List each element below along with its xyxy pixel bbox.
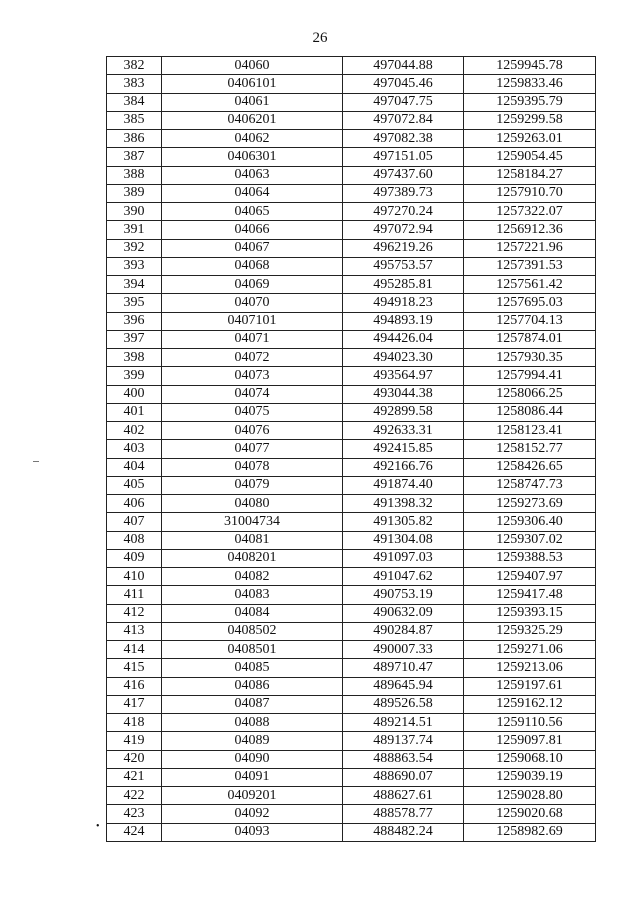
y-coordinate-cell: 1257874.01 (464, 330, 596, 348)
point-id-cell: 04061 (162, 93, 343, 111)
point-number-cell: 405 (107, 476, 162, 494)
table-row (107, 276, 596, 294)
y-coordinate-cell: 1259388.53 (464, 549, 596, 567)
point-id-cell: 04067 (162, 239, 343, 257)
point-number-cell: 388 (107, 166, 162, 184)
table-row (107, 221, 596, 239)
point-number-cell: 409 (107, 549, 162, 567)
y-coordinate-cell: 1259299.58 (464, 111, 596, 129)
point-number-cell: 397 (107, 330, 162, 348)
x-coordinate-cell: 489645.94 (343, 677, 464, 695)
point-id-cell: 31004734 (162, 513, 343, 531)
point-number-cell: 406 (107, 495, 162, 513)
x-coordinate-cell: 494023.30 (343, 349, 464, 367)
point-id-cell: 04080 (162, 495, 343, 513)
point-id-cell: 0408502 (162, 622, 343, 640)
point-number-cell: 402 (107, 422, 162, 440)
point-number-cell: 417 (107, 695, 162, 713)
point-id-cell: 04064 (162, 184, 343, 202)
point-number-cell: 408 (107, 531, 162, 549)
y-coordinate-cell: 1259068.10 (464, 750, 596, 768)
x-coordinate-cell: 493044.38 (343, 385, 464, 403)
table-row (107, 130, 596, 148)
point-id-cell: 04074 (162, 385, 343, 403)
table-row (107, 349, 596, 367)
point-id-cell: 04075 (162, 403, 343, 421)
table-row (107, 787, 596, 805)
table-row (107, 641, 596, 659)
y-coordinate-cell: 1259395.79 (464, 93, 596, 111)
point-number-cell: 420 (107, 750, 162, 768)
table-row (107, 367, 596, 385)
y-coordinate-cell: 1258747.73 (464, 476, 596, 494)
x-coordinate-cell: 497151.05 (343, 148, 464, 166)
table-row (107, 440, 596, 458)
y-coordinate-cell: 1258426.65 (464, 458, 596, 476)
y-coordinate-cell: 1257322.07 (464, 203, 596, 221)
table-row (107, 476, 596, 494)
y-coordinate-cell: 1257695.03 (464, 294, 596, 312)
y-coordinate-cell: 1259306.40 (464, 513, 596, 531)
table-row (107, 586, 596, 604)
x-coordinate-cell: 492415.85 (343, 440, 464, 458)
x-coordinate-cell: 490284.87 (343, 622, 464, 640)
x-coordinate-cell: 496219.26 (343, 239, 464, 257)
point-number-cell: 398 (107, 349, 162, 367)
x-coordinate-cell: 491874.40 (343, 476, 464, 494)
point-id-cell: 04062 (162, 130, 343, 148)
point-number-cell: 414 (107, 641, 162, 659)
x-coordinate-cell: 491047.62 (343, 568, 464, 586)
y-coordinate-cell: 1259417.48 (464, 586, 596, 604)
point-id-cell: 04060 (162, 57, 343, 75)
point-id-cell: 04077 (162, 440, 343, 458)
point-number-cell: 424 (107, 823, 162, 841)
point-id-cell: 04093 (162, 823, 343, 841)
x-coordinate-cell: 493564.97 (343, 367, 464, 385)
point-id-cell: 0408201 (162, 549, 343, 567)
point-number-cell: 404 (107, 458, 162, 476)
point-id-cell: 04065 (162, 203, 343, 221)
table-row (107, 294, 596, 312)
y-coordinate-cell: 1257994.41 (464, 367, 596, 385)
point-number-cell: 422 (107, 787, 162, 805)
x-coordinate-cell: 489137.74 (343, 732, 464, 750)
y-coordinate-cell: 1259110.56 (464, 714, 596, 732)
x-coordinate-cell: 489526.58 (343, 695, 464, 713)
table-row (107, 732, 596, 750)
y-coordinate-cell: 1257704.13 (464, 312, 596, 330)
y-coordinate-cell: 1259020.68 (464, 805, 596, 823)
point-id-cell: 0409201 (162, 787, 343, 805)
coordinates-table-body (107, 57, 596, 842)
x-coordinate-cell: 490753.19 (343, 586, 464, 604)
x-coordinate-cell: 491398.32 (343, 495, 464, 513)
point-id-cell: 04072 (162, 349, 343, 367)
x-coordinate-cell: 488578.77 (343, 805, 464, 823)
point-number-cell: 393 (107, 257, 162, 275)
y-coordinate-cell: 1258123.41 (464, 422, 596, 440)
point-number-cell: 419 (107, 732, 162, 750)
x-coordinate-cell: 492633.31 (343, 422, 464, 440)
point-number-cell: 391 (107, 221, 162, 239)
y-coordinate-cell: 1258066.25 (464, 385, 596, 403)
x-coordinate-cell: 497082.38 (343, 130, 464, 148)
y-coordinate-cell: 1259213.06 (464, 659, 596, 677)
y-coordinate-cell: 1258982.69 (464, 823, 596, 841)
point-id-cell: 04084 (162, 604, 343, 622)
y-coordinate-cell: 1258184.27 (464, 166, 596, 184)
y-coordinate-cell: 1259162.12 (464, 695, 596, 713)
x-coordinate-cell: 495285.81 (343, 276, 464, 294)
y-coordinate-cell: 1258086.44 (464, 403, 596, 421)
x-coordinate-cell: 494893.19 (343, 312, 464, 330)
x-coordinate-cell: 497389.73 (343, 184, 464, 202)
point-number-cell: 399 (107, 367, 162, 385)
point-number-cell: 394 (107, 276, 162, 294)
y-coordinate-cell: 1259097.81 (464, 732, 596, 750)
point-number-cell: 401 (107, 403, 162, 421)
table-row (107, 257, 596, 275)
point-id-cell: 04070 (162, 294, 343, 312)
x-coordinate-cell: 497045.46 (343, 75, 464, 93)
y-coordinate-cell: 1259393.15 (464, 604, 596, 622)
table-row (107, 75, 596, 93)
y-coordinate-cell: 1259273.69 (464, 495, 596, 513)
point-id-cell: 04081 (162, 531, 343, 549)
x-coordinate-cell: 488627.61 (343, 787, 464, 805)
table-row (107, 531, 596, 549)
x-coordinate-cell: 488863.54 (343, 750, 464, 768)
point-id-cell: 04066 (162, 221, 343, 239)
x-coordinate-cell: 497072.84 (343, 111, 464, 129)
table-row (107, 312, 596, 330)
table-row (107, 239, 596, 257)
y-coordinate-cell: 1259325.29 (464, 622, 596, 640)
point-number-cell: 392 (107, 239, 162, 257)
point-number-cell: 416 (107, 677, 162, 695)
x-coordinate-cell: 492166.76 (343, 458, 464, 476)
table-row (107, 768, 596, 786)
y-coordinate-cell: 1257561.42 (464, 276, 596, 294)
point-number-cell: 412 (107, 604, 162, 622)
table-row (107, 568, 596, 586)
y-coordinate-cell: 1259028.80 (464, 787, 596, 805)
x-coordinate-cell: 497072.94 (343, 221, 464, 239)
table-row (107, 714, 596, 732)
point-id-cell: 0407101 (162, 312, 343, 330)
table-row (107, 403, 596, 421)
table-row (107, 695, 596, 713)
table-row (107, 513, 596, 531)
y-coordinate-cell: 1259407.97 (464, 568, 596, 586)
point-number-cell: 400 (107, 385, 162, 403)
point-id-cell: 0406301 (162, 148, 343, 166)
y-coordinate-cell: 1257391.53 (464, 257, 596, 275)
point-id-cell: 04068 (162, 257, 343, 275)
point-number-cell: 413 (107, 622, 162, 640)
table-row (107, 148, 596, 166)
y-coordinate-cell: 1259945.78 (464, 57, 596, 75)
page-number: 26 (312, 30, 328, 46)
y-coordinate-cell: 1259197.61 (464, 677, 596, 695)
x-coordinate-cell: 497270.24 (343, 203, 464, 221)
x-coordinate-cell: 488690.07 (343, 768, 464, 786)
point-id-cell: 04091 (162, 768, 343, 786)
point-number-cell: 407 (107, 513, 162, 531)
point-id-cell: 04071 (162, 330, 343, 348)
y-coordinate-cell: 1259271.06 (464, 641, 596, 659)
point-number-cell: 396 (107, 312, 162, 330)
point-id-cell: 04079 (162, 476, 343, 494)
point-number-cell: 386 (107, 130, 162, 148)
point-id-cell: 0406201 (162, 111, 343, 129)
table-row (107, 622, 596, 640)
point-number-cell: 411 (107, 586, 162, 604)
x-coordinate-cell: 490632.09 (343, 604, 464, 622)
point-number-cell: 415 (107, 659, 162, 677)
point-id-cell: 04083 (162, 586, 343, 604)
y-coordinate-cell: 1257221.96 (464, 239, 596, 257)
y-coordinate-cell: 1259039.19 (464, 768, 596, 786)
x-coordinate-cell: 494426.04 (343, 330, 464, 348)
point-id-cell: 04063 (162, 166, 343, 184)
x-coordinate-cell: 497437.60 (343, 166, 464, 184)
table-row (107, 385, 596, 403)
x-coordinate-cell: 489710.47 (343, 659, 464, 677)
point-number-cell: 385 (107, 111, 162, 129)
point-id-cell: 04085 (162, 659, 343, 677)
table-row (107, 330, 596, 348)
point-number-cell: 410 (107, 568, 162, 586)
point-id-cell: 04076 (162, 422, 343, 440)
table-row (107, 659, 596, 677)
table-row (107, 677, 596, 695)
y-coordinate-cell: 1257930.35 (464, 349, 596, 367)
table-row (107, 495, 596, 513)
x-coordinate-cell: 491305.82 (343, 513, 464, 531)
x-coordinate-cell: 491304.08 (343, 531, 464, 549)
table-row (107, 750, 596, 768)
x-coordinate-cell: 497047.75 (343, 93, 464, 111)
table-row (107, 823, 596, 841)
y-coordinate-cell: 1258152.77 (464, 440, 596, 458)
x-coordinate-cell: 488482.24 (343, 823, 464, 841)
point-number-cell: 389 (107, 184, 162, 202)
point-id-cell: 04087 (162, 695, 343, 713)
y-coordinate-cell: 1259833.46 (464, 75, 596, 93)
x-coordinate-cell: 494918.23 (343, 294, 464, 312)
x-coordinate-cell: 490007.33 (343, 641, 464, 659)
point-id-cell: 04092 (162, 805, 343, 823)
coordinates-table (106, 56, 596, 842)
bullet-mark: • (96, 821, 100, 832)
point-number-cell: 418 (107, 714, 162, 732)
point-number-cell: 387 (107, 148, 162, 166)
point-id-cell: 0408501 (162, 641, 343, 659)
x-coordinate-cell: 489214.51 (343, 714, 464, 732)
point-number-cell: 421 (107, 768, 162, 786)
table-row (107, 166, 596, 184)
point-id-cell: 04073 (162, 367, 343, 385)
point-number-cell: 383 (107, 75, 162, 93)
table-row (107, 57, 596, 75)
point-id-cell: 04069 (162, 276, 343, 294)
point-number-cell: 403 (107, 440, 162, 458)
point-id-cell: 0406101 (162, 75, 343, 93)
x-coordinate-cell: 495753.57 (343, 257, 464, 275)
table-row (107, 549, 596, 567)
point-number-cell: 382 (107, 57, 162, 75)
y-coordinate-cell: 1259054.45 (464, 148, 596, 166)
point-number-cell: 384 (107, 93, 162, 111)
point-id-cell: 04088 (162, 714, 343, 732)
table-row (107, 203, 596, 221)
table-row (107, 111, 596, 129)
point-number-cell: 390 (107, 203, 162, 221)
table-row (107, 93, 596, 111)
table-row (107, 458, 596, 476)
point-id-cell: 04082 (162, 568, 343, 586)
point-id-cell: 04089 (162, 732, 343, 750)
point-id-cell: 04090 (162, 750, 343, 768)
y-coordinate-cell: 1257910.70 (464, 184, 596, 202)
point-number-cell: 395 (107, 294, 162, 312)
y-coordinate-cell: 1256912.36 (464, 221, 596, 239)
y-coordinate-cell: 1259307.02 (464, 531, 596, 549)
x-coordinate-cell: 491097.03 (343, 549, 464, 567)
table-row (107, 422, 596, 440)
table-row (107, 604, 596, 622)
x-coordinate-cell: 492899.58 (343, 403, 464, 421)
table-row (107, 184, 596, 202)
margin-mark (33, 461, 39, 462)
y-coordinate-cell: 1259263.01 (464, 130, 596, 148)
point-id-cell: 04078 (162, 458, 343, 476)
point-id-cell: 04086 (162, 677, 343, 695)
table-row (107, 805, 596, 823)
point-number-cell: 423 (107, 805, 162, 823)
x-coordinate-cell: 497044.88 (343, 57, 464, 75)
